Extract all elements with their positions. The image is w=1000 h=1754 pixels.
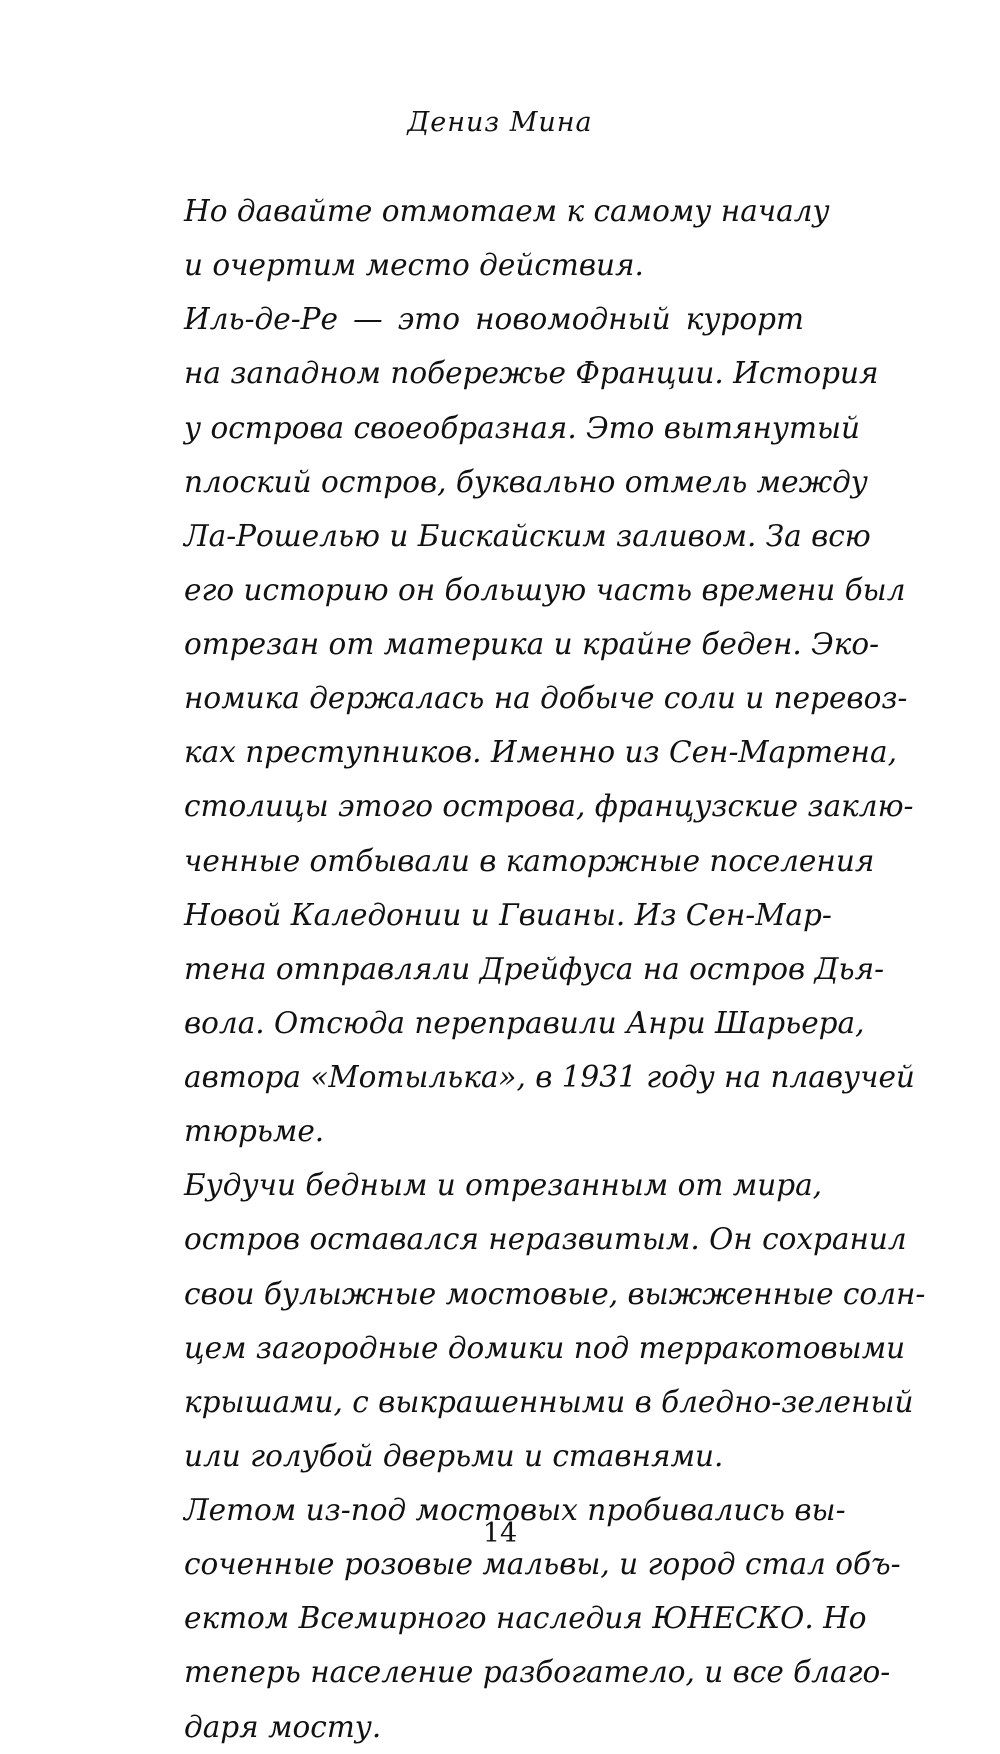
text-line: крышами, с выкрашенными в бледно-зеленый [184,1384,914,1419]
text-line: тюрьме. [184,1114,325,1149]
paragraph-1 [152,184,830,292]
paragraph-2 [152,292,915,1158]
text-line: столицы этого острова, французские заклю- [184,789,914,824]
text-line: Будучи бедным и отрезанным от мира, [184,1168,823,1203]
text-line: свои булыжные мостовые, выжженные солн- [184,1276,926,1311]
text-line: Но давайте отмотаем к самому началу [184,194,830,228]
text-line: Ла-Рошелью и Бискайским заливом. За всю [184,518,871,553]
text-line: на западном побережье Франции. История [184,356,879,391]
text-line: теперь население разбогатело, и все благо- [184,1655,891,1690]
text-line: у острова своеобразная. Это вытянутый [184,410,860,445]
text-line: Новой Каледонии и Гвианы. Из Сен-Мар- [184,897,832,932]
text-line: Летом из-под мостовых пробивались вы- [184,1493,846,1527]
text-line: соченные розовые мальвы, и город стал объ- [184,1547,901,1582]
text-line: цем загородные домики под терракотовыми [184,1330,906,1365]
page-number: 14 [482,1518,518,1549]
text-line: или голубой дверьми и ставнями. [184,1438,724,1473]
text-line: отрезан от материка и крайне беден. Эко- [184,627,880,661]
text-line: ектом Всемирного наследия ЮНЕСКО. Но [184,1601,867,1636]
text-line: его историю он большую часть времени был [184,572,906,607]
text-line: вола. Отсюда переправили Анри Шарьера, [184,1005,865,1040]
text-line: тена отправляли Дрейфуса на остров Дья- [184,951,885,986]
paragraph-3 [152,1158,926,1483]
text-line: даря мосту. [184,1709,382,1744]
text-line: и очертим место действия. [184,248,644,283]
text-line: Иль-де-Ре — это новомодный курорт [184,302,804,337]
text-line: остров оставался неразвитым. Он сохранил [184,1222,907,1257]
text-line: плоский остров, буквально отмель между [184,464,868,499]
running-head: Дениз Мина [407,107,593,138]
text-line: ках преступников. Именно из Сен-Мартена, [184,735,897,770]
text-line: автора «Мотылька», в 1931 году на плавучей [184,1060,915,1094]
text-line: номика держалась на добыче соли и перевоз- [184,681,908,716]
text-line: ченные отбывали в каторжные поселения [184,843,875,878]
